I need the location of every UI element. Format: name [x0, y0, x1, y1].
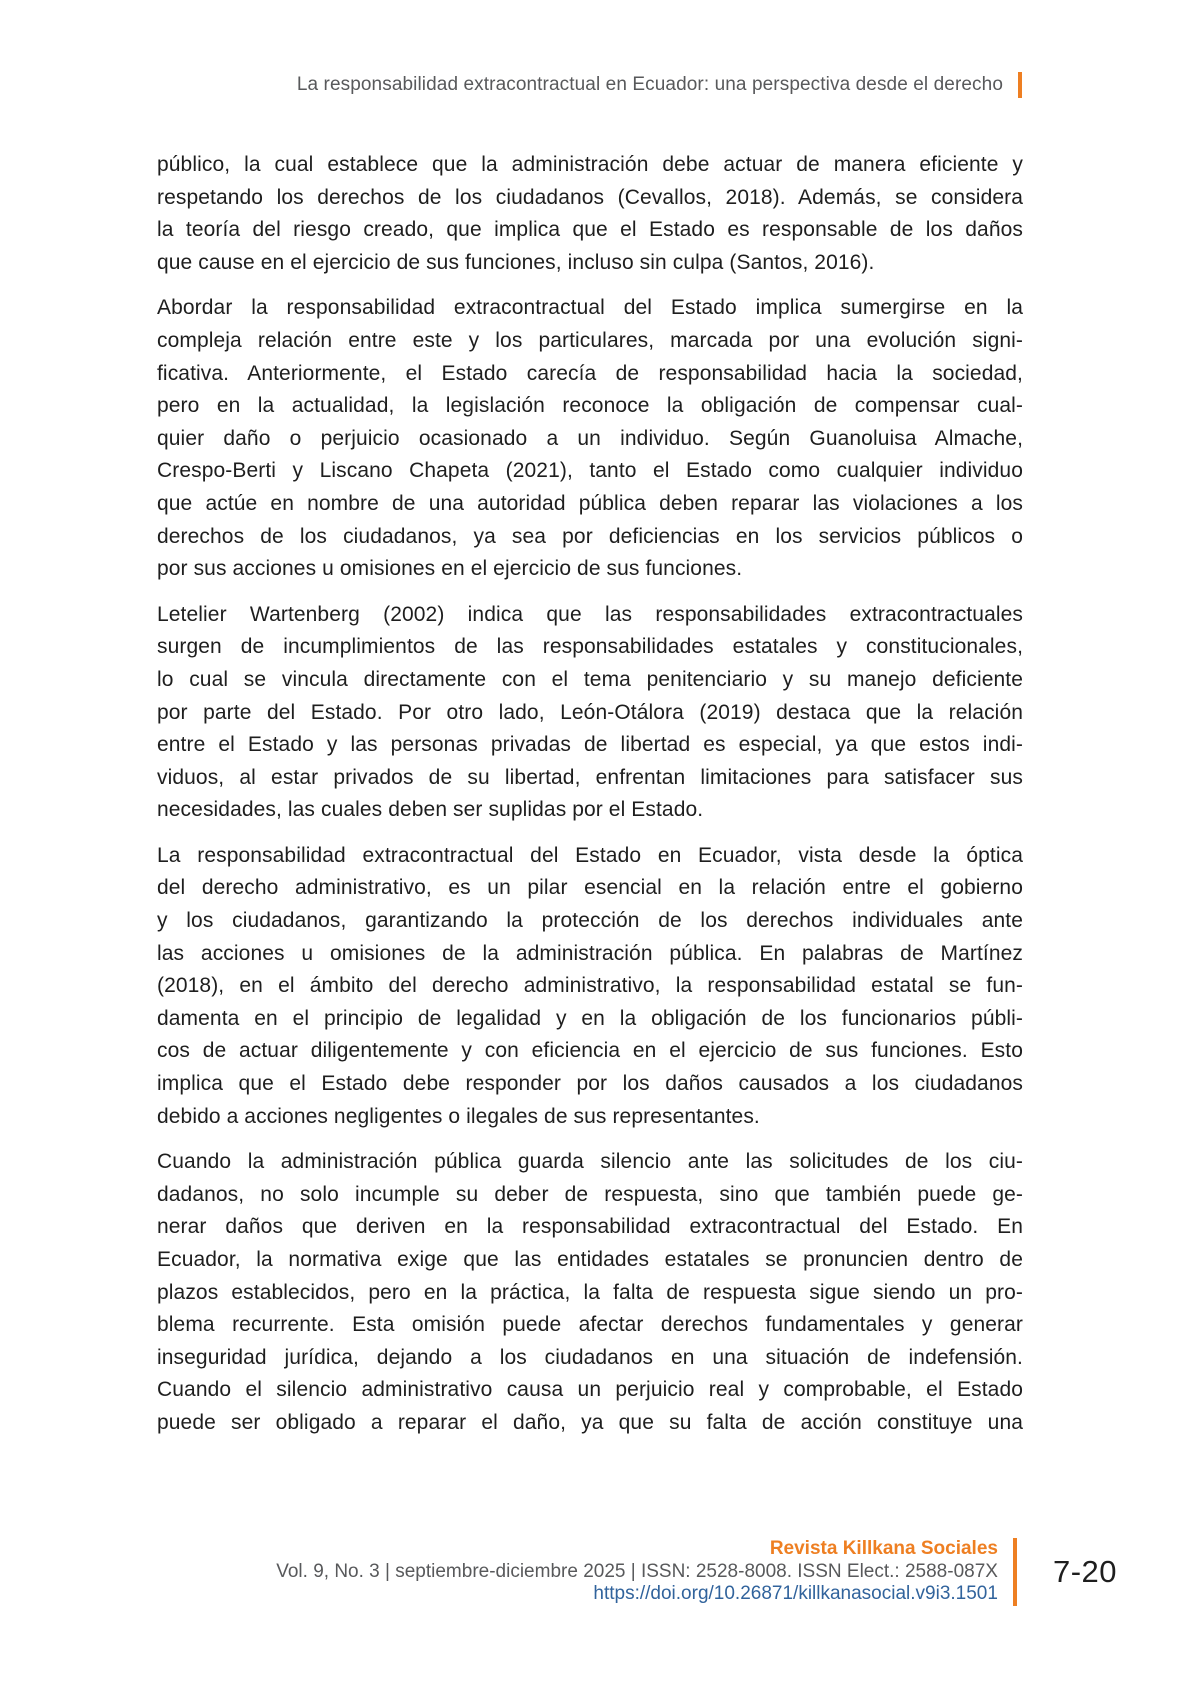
- text-line: las acciones u omisiones de la administración pública. En palabras de Martínez: [157, 941, 1023, 965]
- text-line: surgen de incumplimientos de las responsabilidades estatales y constitucionales,: [157, 635, 1023, 659]
- text-line: público, la cual establece que la administración debe actuar de manera eficiente y: [157, 153, 1023, 176]
- text-line: Abordar la responsabilidad extracontractual del Estado implica sumergirse en la: [157, 296, 1023, 320]
- paragraph: [157, 599, 1023, 827]
- text-line: pero en la actualidad, la legislación reconoce la obligación de compensar cual-: [157, 394, 1023, 418]
- text-line: respetando los derechos de los ciudadanos (Cevallos, 2018). Además, se considera: [157, 185, 1023, 209]
- text-line: debido a acciones negligentes o ilegales de sus representantes.: [157, 1104, 760, 1128]
- footer-accent-rule: [1013, 1538, 1017, 1606]
- text-line: necesidades, las cuales deben ser suplidas por el Estado.: [157, 798, 704, 822]
- text-line: viduos, al estar privados de su libertad, enfrentan limitaciones para satisfacer sus: [157, 765, 1023, 789]
- text-line: ficativa. Anteriormente, el Estado carecía de responsabilidad hacia la sociedad,: [157, 361, 1023, 385]
- text-line: Letelier Wartenberg (2002) indica que las responsabilidades extracontractuales: [157, 602, 1023, 626]
- text-line: por parte del Estado. Por otro lado, León-Otálora (2019) destaca que la relación: [157, 700, 1023, 724]
- text-line: damenta en el principio de legalidad y en la obligación de los funcionarios públi-: [157, 1006, 1023, 1030]
- text-line: la teoría del riesgo creado, que implica que el Estado es responsable de los daños: [157, 218, 1023, 242]
- footer-info: [276, 1538, 998, 1606]
- text-line: del derecho administrativo, es un pilar esencial en la relación entre el gobierno: [157, 876, 1023, 900]
- text-line: entre el Estado y las personas privadas de libertad es especial, ya que estos indi-: [157, 733, 1023, 757]
- text-line: dadanos, no solo incumple su deber de respuesta, sino que también puede ge-: [157, 1182, 1023, 1206]
- paragraph: [157, 840, 1023, 1133]
- text-line: quier daño o perjuicio ocasionado a un individuo. Según Guanoluisa Almache,: [157, 426, 1023, 450]
- text-line: Cuando el silencio administrativo causa un perjuicio real y comprobable, el Estado: [157, 1378, 1023, 1402]
- text-line: puede ser obligado a reparar el daño, ya que su falta de acción constituye una: [157, 1410, 1023, 1434]
- text-line: y los ciudadanos, garantizando la protección de los derechos individuales ante: [157, 909, 1023, 933]
- text-line: inseguridad jurídica, dejando a los ciudadanos en una situación de indefensión.: [157, 1345, 1023, 1369]
- text-line: cos de actuar diligentemente y con eficiencia en el ejercicio de sus funciones. Esto: [157, 1039, 1023, 1063]
- text-line: compleja relación entre este y los particulares, marcada por una evolución signi-: [157, 328, 1023, 352]
- page-header: [0, 72, 1191, 98]
- issue-line: Vol. 9, No. 3 | septiembre-diciembre 2025 | ISSN: 2528-8008. ISSN Elect.: 2588-087X: [276, 1560, 998, 1582]
- text-line: La responsabilidad extracontractual del Estado en Ecuador, vista desde la óptica: [157, 843, 1023, 867]
- text-line: plazos establecidos, pero en la práctica, la falta de respuesta sigue siendo un pro-: [157, 1280, 1023, 1304]
- paragraph: [157, 149, 1023, 279]
- page-number: 7-20: [1052, 1554, 1117, 1589]
- text-line: por sus acciones u omisiones en el ejercicio de sus funciones.: [157, 557, 743, 581]
- text-line: que cause en el ejercicio de sus funciones, incluso sin culpa (Santos, 2016).: [157, 250, 875, 274]
- paragraph: [157, 292, 1023, 585]
- page-footer: [0, 1538, 1191, 1606]
- text-line: Ecuador, la normativa exige que las entidades estatales se pronuncien dentro de: [157, 1248, 1023, 1271]
- text-line: implica que el Estado debe responder por los daños causados a los ciudadanos: [157, 1072, 1023, 1096]
- text-line: Cuando la administración pública guarda silencio ante las solicitudes de los ciu-: [157, 1150, 1023, 1174]
- text-line: Crespo-Berti y Liscano Chapeta (2021), tanto el Estado como cualquier individuo: [157, 459, 1023, 483]
- text-line: (2018), en el ámbito del derecho administrativo, la responsabilidad estatal se fun-: [157, 974, 1023, 998]
- text-line: lo cual se vincula directamente con el tema penitenciario y su manejo deficiente: [157, 667, 1023, 691]
- text-line: blema recurrente. Esta omisión puede afectar derechos fundamentales y generar: [157, 1313, 1023, 1337]
- header-accent-bar: [1018, 72, 1022, 98]
- text-line: nerar daños que deriven en la responsabilidad extracontractual del Estado. En: [157, 1215, 1023, 1239]
- body-text: [157, 149, 1023, 1453]
- journal-name: Revista Killkana Sociales: [769, 1538, 998, 1560]
- text-line: derechos de los ciudadanos, ya sea por deficiencias en los servicios públicos o: [157, 524, 1023, 548]
- paragraph: [157, 1146, 1023, 1439]
- doi-link[interactable]: https://doi.org/10.26871/killkanasocial.v9i3.1501: [593, 1583, 998, 1605]
- running-title: La responsabilidad extracontractual en Ecuador: una perspectiva desde el derecho: [296, 74, 1003, 95]
- text-line: que actúe en nombre de una autoridad pública deben reparar las violaciones a los: [157, 491, 1023, 515]
